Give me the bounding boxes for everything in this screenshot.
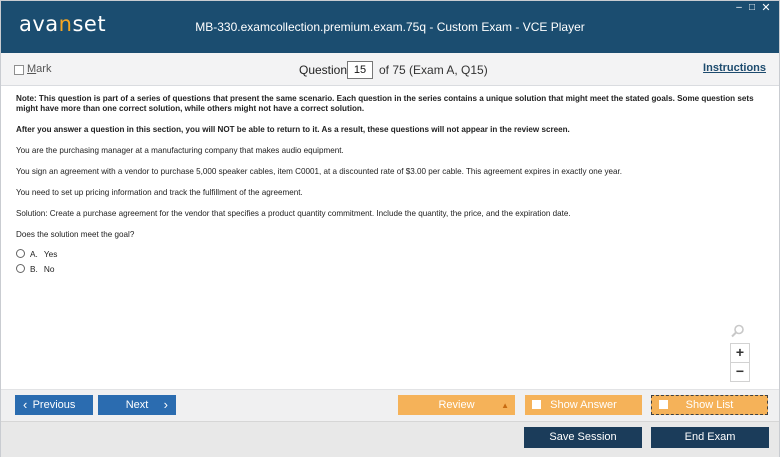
next-button[interactable]: Next › [98,395,176,415]
chevron-right-icon: › [163,397,168,412]
mark-label[interactable]: Mark [27,63,52,75]
previous-button[interactable]: ‹ Previous [15,395,93,415]
series-note: Note: This question is part of a series of questions that present the same scenario. Each question in the series contains a unique solution that might meet the stated goals. Some question sets might have more than one correct solution, while others might not have a correct solution. [16,94,754,113]
answer-letter: A. [30,248,38,259]
mark-checkbox[interactable] [14,65,24,75]
question-count: of 75 (Exam A, Q15) [379,63,488,77]
instructions-link[interactable]: Instructions [703,62,766,74]
maximize-icon[interactable]: □ [748,2,756,13]
close-icon[interactable]: ✕ [761,2,771,14]
show-answer-button[interactable]: Show Answer [525,395,642,415]
triangle-up-icon: ▲ [501,401,509,410]
review-warning: After you answer a question in this section, you will NOT be able to return to it. As a result, these questions will not appear in the review screen. [16,125,570,134]
solution-paragraph: Solution: Create a purchase agreement for the vendor that specifies a product quantity commitment. Include the quantity, the price, and the expiration date. [16,209,571,218]
answer-option-b[interactable] [16,261,761,276]
checkbox-icon [532,400,541,409]
title-bar [1,1,779,53]
radio-button[interactable] [16,249,25,258]
chevron-left-icon: ‹ [23,397,28,412]
zoom-in-button[interactable]: + [730,343,750,363]
save-session-button[interactable]: Save Session [524,427,642,448]
show-list-button[interactable]: Show List [651,395,768,415]
answer-text: Yes [43,248,58,259]
answer-option-a[interactable] [16,246,761,261]
review-button[interactable]: Review ▲ [398,395,515,415]
question-content [16,94,761,276]
checkbox-icon [659,400,668,409]
question-paragraph: You sign an agreement with a vendor to purchase 5,000 speaker cables, item C0001, at a discounted rate of $3.00 per cable. This agreement expires in exactly one year. [16,167,623,176]
end-exam-button[interactable]: End Exam [651,427,769,448]
question-prompt: Does the solution meet the goal? [16,230,135,239]
zoom-out-button[interactable]: − [730,362,750,382]
radio-button[interactable] [16,264,25,273]
minimize-icon[interactable]: – [736,2,742,13]
question-paragraph: You are the purchasing manager at a manufacturing company that makes audio equipment. [16,146,344,155]
window-title: MB-330.examcollection.premium.exam.75q - Custom Exam - VCE Player [195,20,585,34]
magnifier-icon [731,324,745,338]
answer-text: No [43,263,55,274]
question-number-input[interactable]: 15 [347,61,373,79]
answer-letter: B. [30,263,38,274]
question-paragraph: You need to set up pricing information and track the fulfillment of the agreement. [16,188,303,197]
avanset-logo: avanset [19,12,107,36]
question-label: Question [299,63,348,77]
